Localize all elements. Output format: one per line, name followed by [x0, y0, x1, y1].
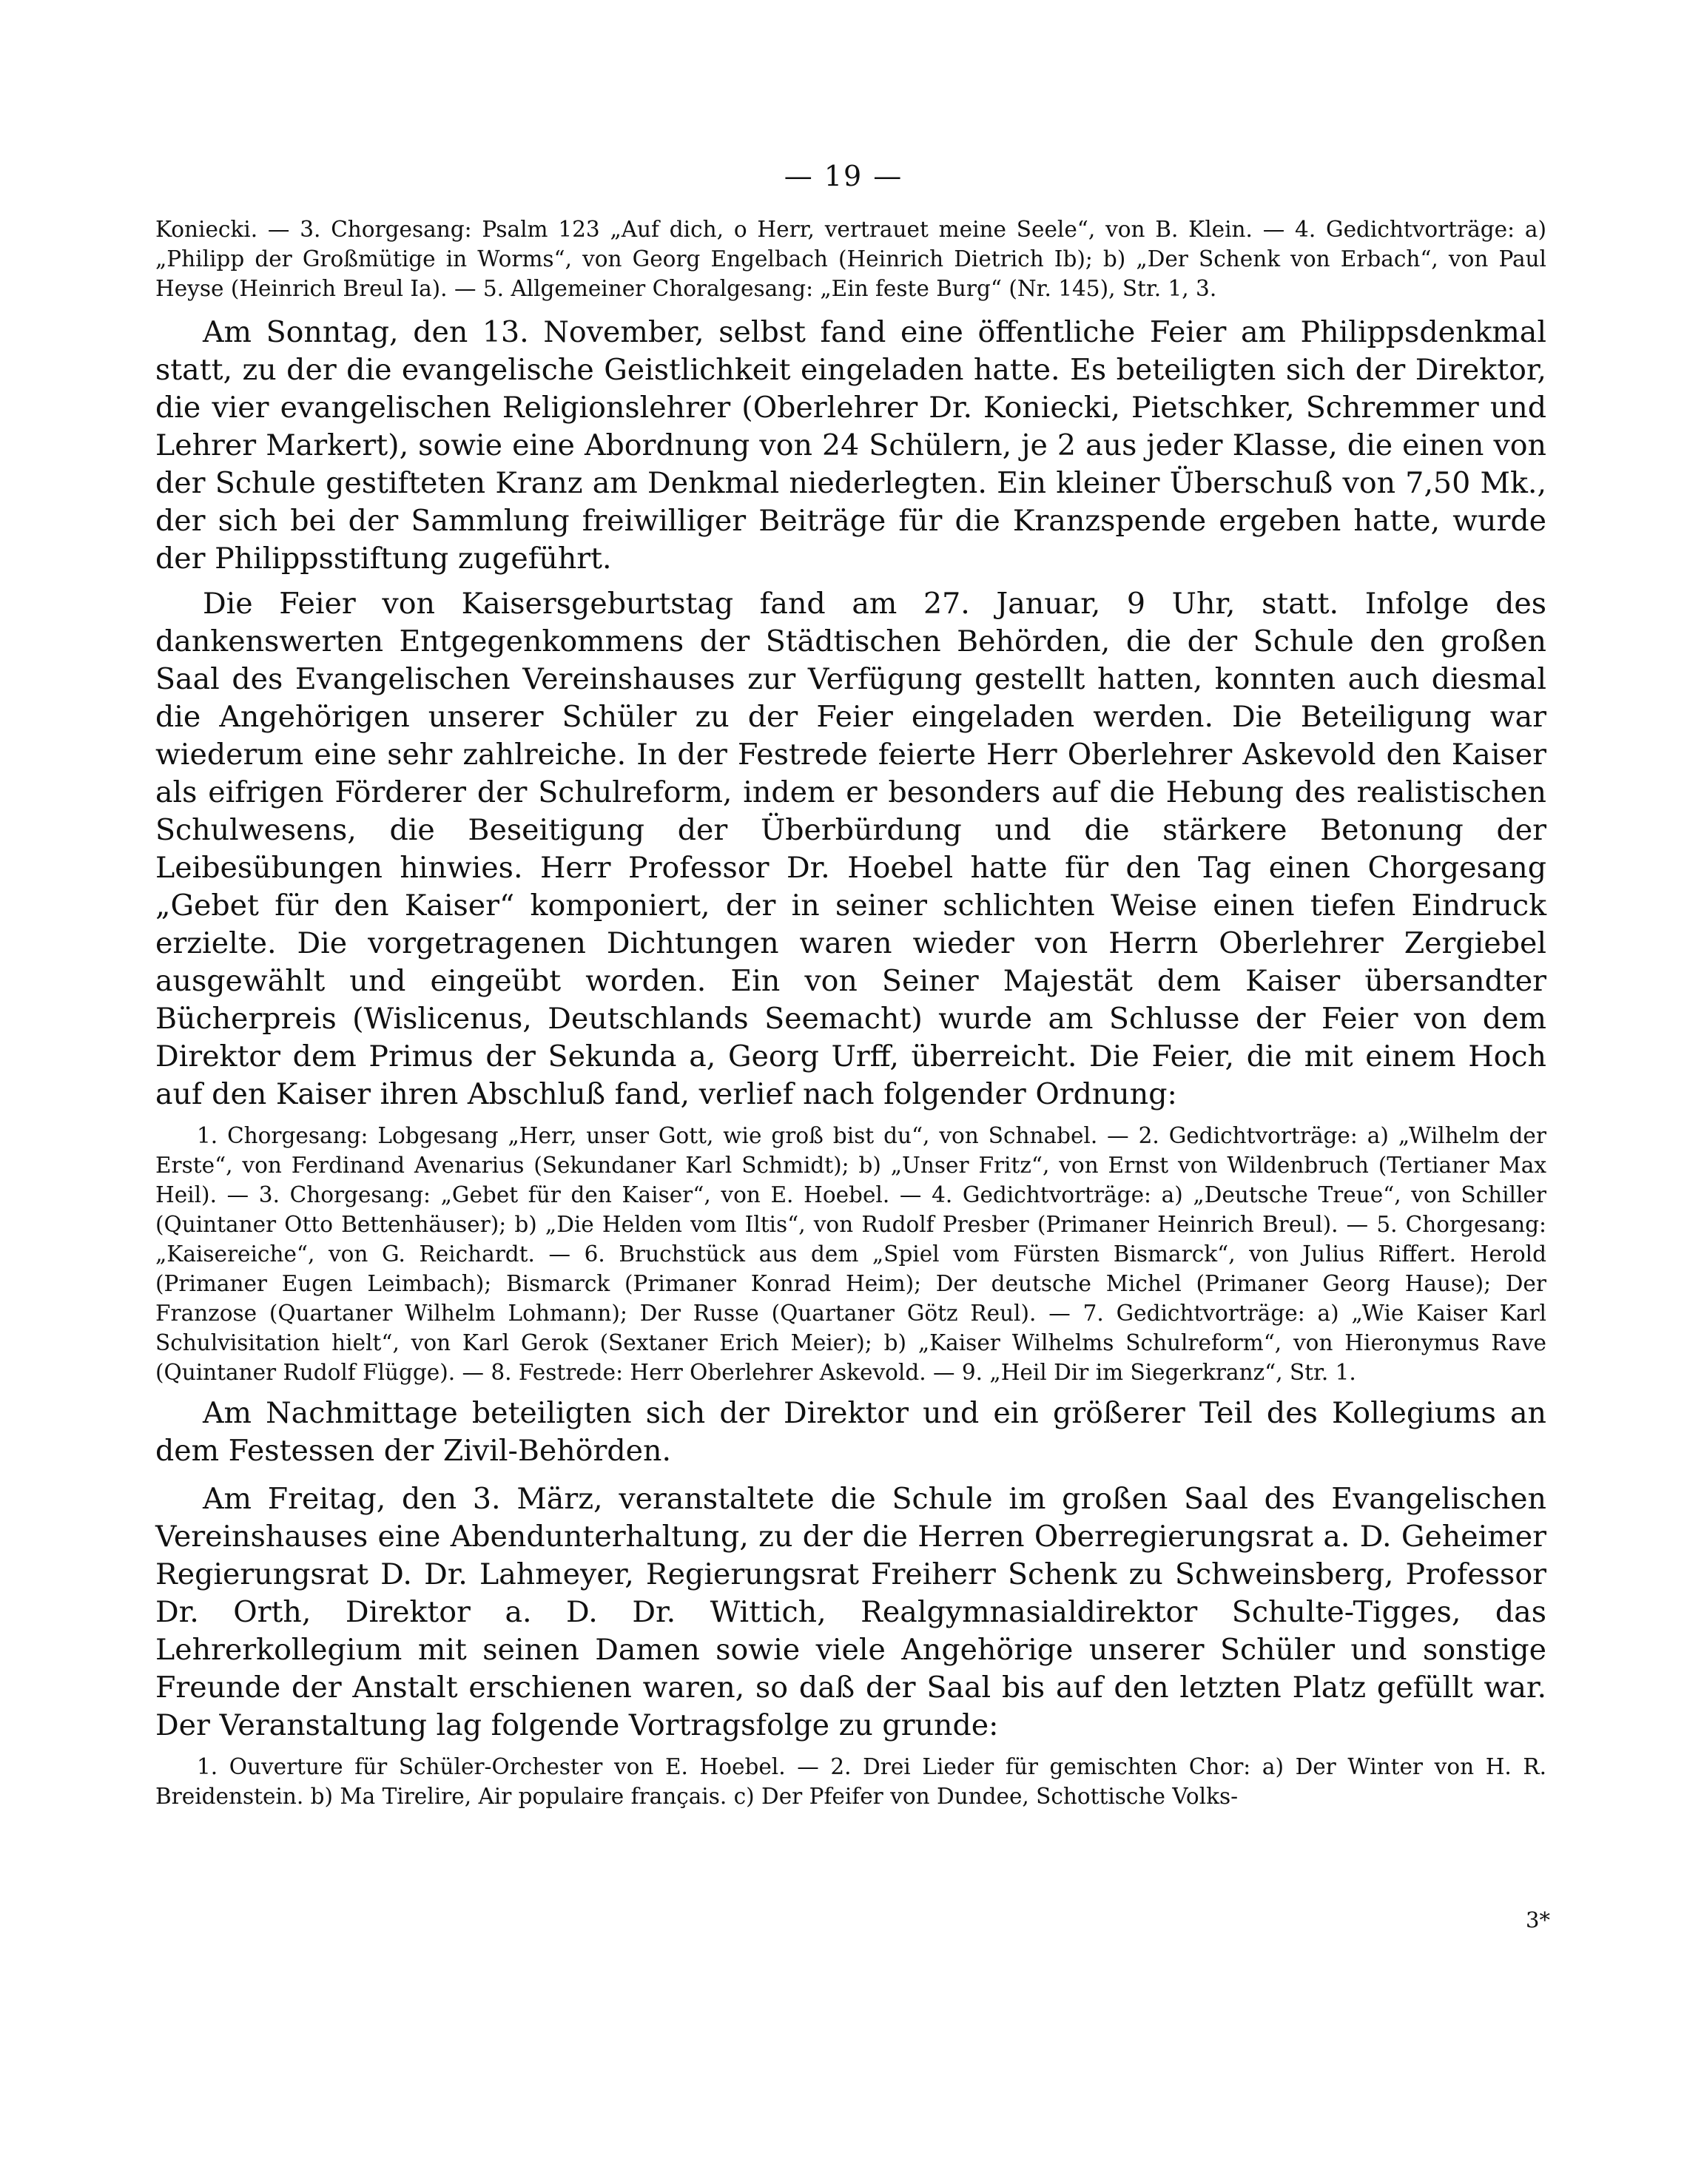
program-abendunterhaltung: 1. Ouverture für Schüler-Orchester von E. Hoebel. — 2. Drei Lieder für gemischten Chor: a) Der Winter von H. R. Breidenstein. b) Ma Tirelire, Air populaire français. c) Der Pfeifer von Dundee, Schottische Volks- — [155, 1754, 1546, 1809]
program-continuation: Koniecki. — 3. Chorgesang: Psalm 123 „Auf dich, o Herr, vertrauet meine Seele“, von B. Klein. — 4. Gedichtvorträge: a) „Philipp der Großmütige in Worms“, von Georg Engelbach (Heinrich Dietrich Ib); b) „Der Schenk von Erbach“, von Paul Heyse (Heinrich Breul Ia). — 5. Allgemeiner Choralgesang: „Ein feste Burg“ (Nr. 145), Str. 1, 3. — [155, 217, 1546, 301]
paragraph-festessen: Am Nachmittage beteiligten sich der Direktor und ein größerer Teil des Kollegiums an dem Festessen der Zivil-Behörden. — [155, 1396, 1546, 1468]
paragraph-kaisersgeburtstag: Die Feier von Kaisersgeburtstag fand am 27. Januar, 9 Uhr, statt. Infolge des dankenswerten Entgegenkommens der Städtischen Behörden, die der Schule den großen Saal des Evangelischen Vereinshauses zur Verfügung gestellt hatten, konnten auch diesmal die Angehörigen unserer Schüler zu der Feier eingeladen werden. Die Beteiligung war wiederum eine sehr zahlreiche. In der Festrede feierte Herr Oberlehrer Askevold den Kaiser als eifrigen Förderer der Schulreform, indem er besonders auf die Hebung des realistischen Schulwesens, die Beseitigung der Überbürdung und die stärkere Betonung der Leibesübungen hinwies. Herr Professor Dr. Hoebel hatte für den Tag einen Chorgesang „Gebet für den Kaiser“ komponiert, der in seiner schlichten Weise einen tiefen Eindruck erzielte. Die vorgetragenen Dichtungen waren wieder von Herrn Oberlehrer Zergiebel ausgewählt und eingeübt worden. Ein von Seiner Majestät dem Kaiser übersandter Bücherpreis (Wislicenus, Deutschlands Seemacht) wurde am Schlusse der Feier von dem Direktor dem Primus der Sekunda a, Georg Urff, überreicht. Die Feier, die mit einem Hoch auf den Kaiser ihren Abschluß fand, verlief nach folgender Ordnung: — [155, 587, 1546, 1111]
page-number: — 19 — — [784, 160, 903, 192]
signature-mark: 3* — [1526, 1907, 1550, 1932]
program-kaisersgeburtstag: 1. Chorgesang: Lobgesang „Herr, unser Gott, wie groß bist du“, von Schnabel. — 2. Gedichtvorträge: a) „Wilhelm der Erste“, von Ferdinand Avenarius (Sekundaner Karl Schmidt); b) „Unser Fritz“, von Ernst von Wildenbruch (Tertianer Max Heil). — 3. Chorgesang: „Gebet für den Kaiser“, von E. Hoebel. — 4. Gedichtvorträge: a) „Deutsche Treue“, von Schiller (Quintaner Otto Bettenhäuser); b) „Die Helden vom Iltis“, von Rudolf Presber (Primaner Heinrich Breul). — 5. Chorgesang: „Kaisereiche“, von G. Reichardt. — 6. Bruchstück aus dem „Spiel vom Fürsten Bismarck“, von Julius Riffert. Herold (Primaner Eugen Leimbach); Bismarck (Primaner Konrad Heim); Der deutsche Michel (Primaner Georg Hause); Der Franzose (Quartaner Wilhelm Lohmann); Der Russe (Quartaner Götz Reul). — 7. Gedichtvorträge: a) „Wie Kaiser Karl Schulvisitation hielt“, von Karl Gerok (Sextaner Erich Meier); b) „Kaiser Wilhelms Schulreform“, von Hieronymus Rave (Quintaner Rudolf Flügge). — 8. Festrede: Herr Oberlehrer Askevold. — 9. „Heil Dir im Siegerkranz“, Str. 1. — [155, 1123, 1546, 1385]
paragraph-abendunterhaltung: Am Freitag, den 3. März, veranstaltete die Schule im großen Saal des Evangelischen Vereinshauses eine Abendunterhaltung, zu der die Herren Oberregierungsrat a. D. Geheimer Regierungsrat D. Dr. Lahmeyer, Regierungsrat Freiherr Schenk zu Schweinsberg, Professor Dr. Orth, Direktor a. D. Dr. Wittich, Realgymnasialdirektor Schulte-Tigges, das Lehrerkollegium mit seinen Damen sowie viele Angehörige unserer Schüler und sonstige Freunde der Anstalt erschienen waren, so daß der Saal bis auf den letzten Platz gefüllt war. Der Veranstaltung lag folgende Vortragsfolge zu grunde: — [155, 1482, 1546, 1742]
paragraph-philippsdenkmal: Am Sonntag, den 13. November, selbst fand eine öffentliche Feier am Philippsdenkmal statt, zu der die evangelische Geistlichkeit eingeladen hatte. Es beteiligten sich der Direktor, die vier evangelischen Religionslehrer (Oberlehrer Dr. Koniecki, Pietschker, Schremmer und Lehrer Markert), sowie eine Abordnung von 24 Schülern, je 2 aus jeder Klasse, die einen von der Schule gestifteten Kranz am Denkmal niederlegten. Ein kleiner Überschuß von 7,50 Mk., der sich bei der Sammlung freiwilliger Beiträge für die Kranzspende ergeben hatte, wurde der Philippsstiftung zugeführt. — [155, 315, 1546, 576]
page-body — [155, 215, 1546, 1811]
